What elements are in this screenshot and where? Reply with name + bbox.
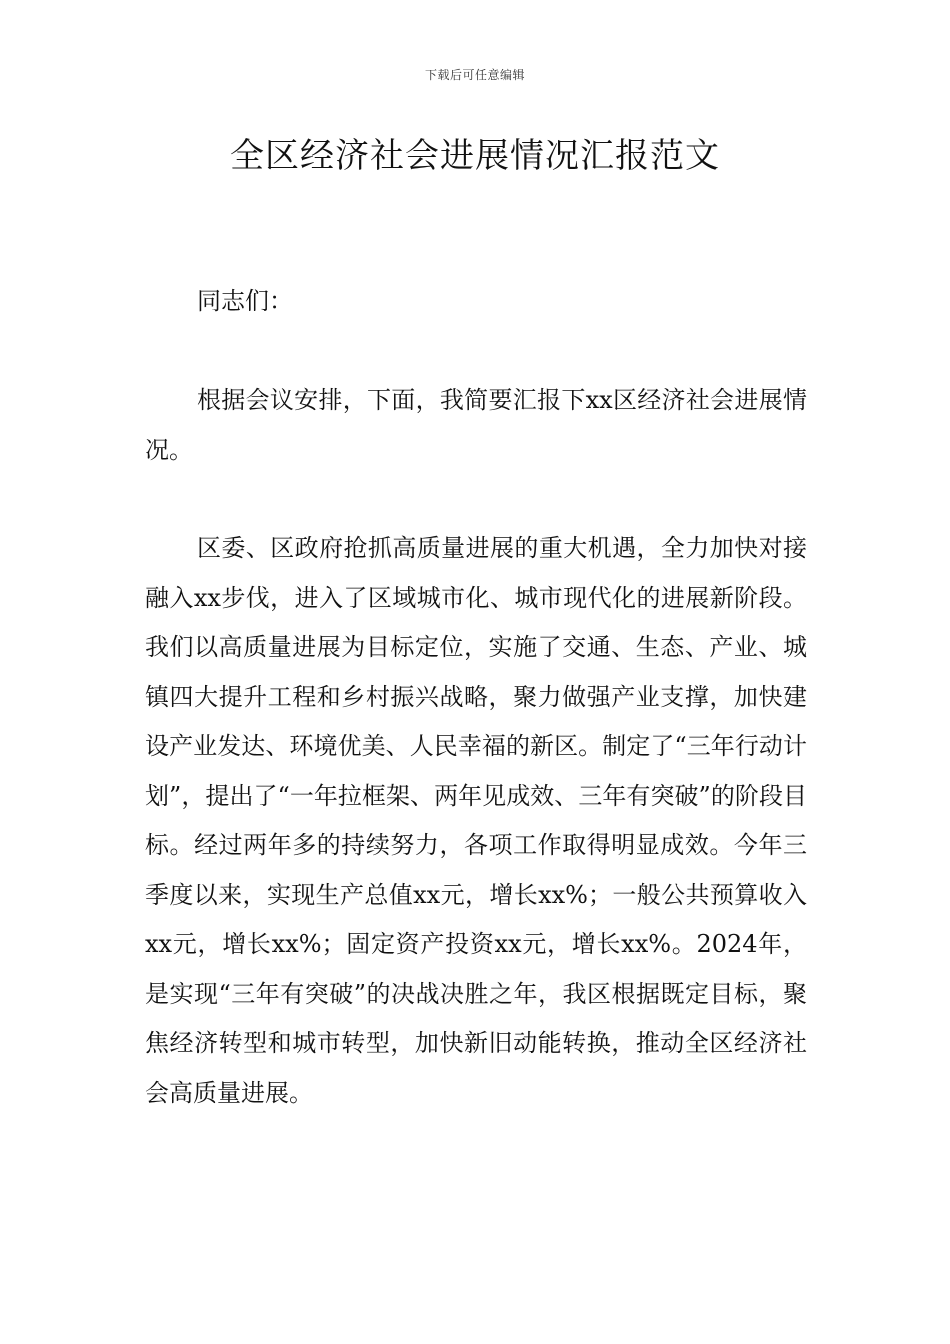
paragraph-2: 区委、区政府抢抓高质量进展的重大机遇，全力加快对接融入xx步伐，进入了区域城市化、城市现代化的进展新阶段。我们以高质量进展为目标定位，实施了交通、生态、产业、城镇四大提升工程和乡村振兴战略，聚力做强产业支撑，加快建设产业发达、环境优美、人民幸福的新区。制定了“三年行动计划”，提出了“一年拉框架、两年见成效、三年有突破”的阶段目标。经过两年多的持续努力，各项工作取得明显成效。今年三季度以来，实现生产总值xx元，增长xx%；一般公共预算收入xx元，增长xx%；固定资产投资xx元，增长xx%。2024年，是实现“三年有突破”的决战决胜之年，我区根据既定目标，聚焦经济转型和城市转型，加快新旧动能转换，推动全区经济社会高质量进展。 [145, 534, 807, 1107]
greeting: 同志们： [197, 287, 293, 315]
document-title: 全区经济社会进展情况汇报范文 [230, 136, 720, 176]
paragraph-1: 根据会议安排，下面，我简要汇报下xx区经济社会进展情况。 [145, 386, 807, 464]
header-note: 下载后可任意编辑 [424, 68, 525, 82]
